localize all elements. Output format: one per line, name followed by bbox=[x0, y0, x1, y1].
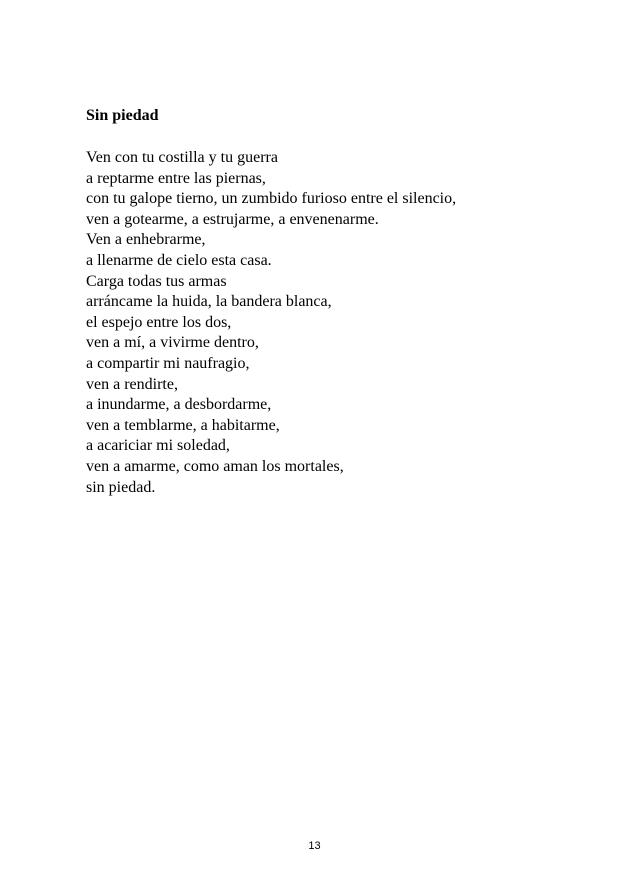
poem-body bbox=[86, 148, 456, 498]
poem-line: a llenarme de cielo esta casa. bbox=[86, 251, 272, 269]
poem-line: Carga todas tus armas bbox=[86, 272, 227, 290]
poem-line: a reptarme entre las piernas, bbox=[86, 169, 266, 187]
poem-line: a acariciar mi soledad, bbox=[86, 437, 230, 455]
poem-line: Ven con tu costilla y tu guerra bbox=[86, 149, 278, 166]
poem-line: ven a gotearme, a estrujarme, a envenenarme. bbox=[86, 210, 379, 228]
poem-line: a inundarme, a desbordarme, bbox=[86, 396, 272, 414]
poem-line: ven a temblarme, a habitarme, bbox=[86, 416, 280, 434]
poem-line: Ven a enhebrarme, bbox=[86, 231, 206, 249]
poem-line: ven a amarme, como aman los mortales, bbox=[86, 457, 344, 475]
poem-title: Sin piedad bbox=[86, 107, 159, 124]
poem-line: ven a rendirte, bbox=[86, 375, 178, 393]
poem-line: ven a mí, a vivirme dentro, bbox=[86, 334, 259, 352]
poem-line: el espejo entre los dos, bbox=[86, 313, 232, 331]
poem-line: con tu galope tierno, un zumbido furioso entre el silencio, bbox=[86, 190, 457, 208]
page-number: 13 bbox=[308, 840, 321, 852]
poem-line: sin piedad. bbox=[86, 478, 156, 496]
poem-line: a compartir mi naufragio, bbox=[86, 354, 250, 372]
poem-line: arráncame la huida, la bandera blanca, bbox=[86, 293, 332, 311]
